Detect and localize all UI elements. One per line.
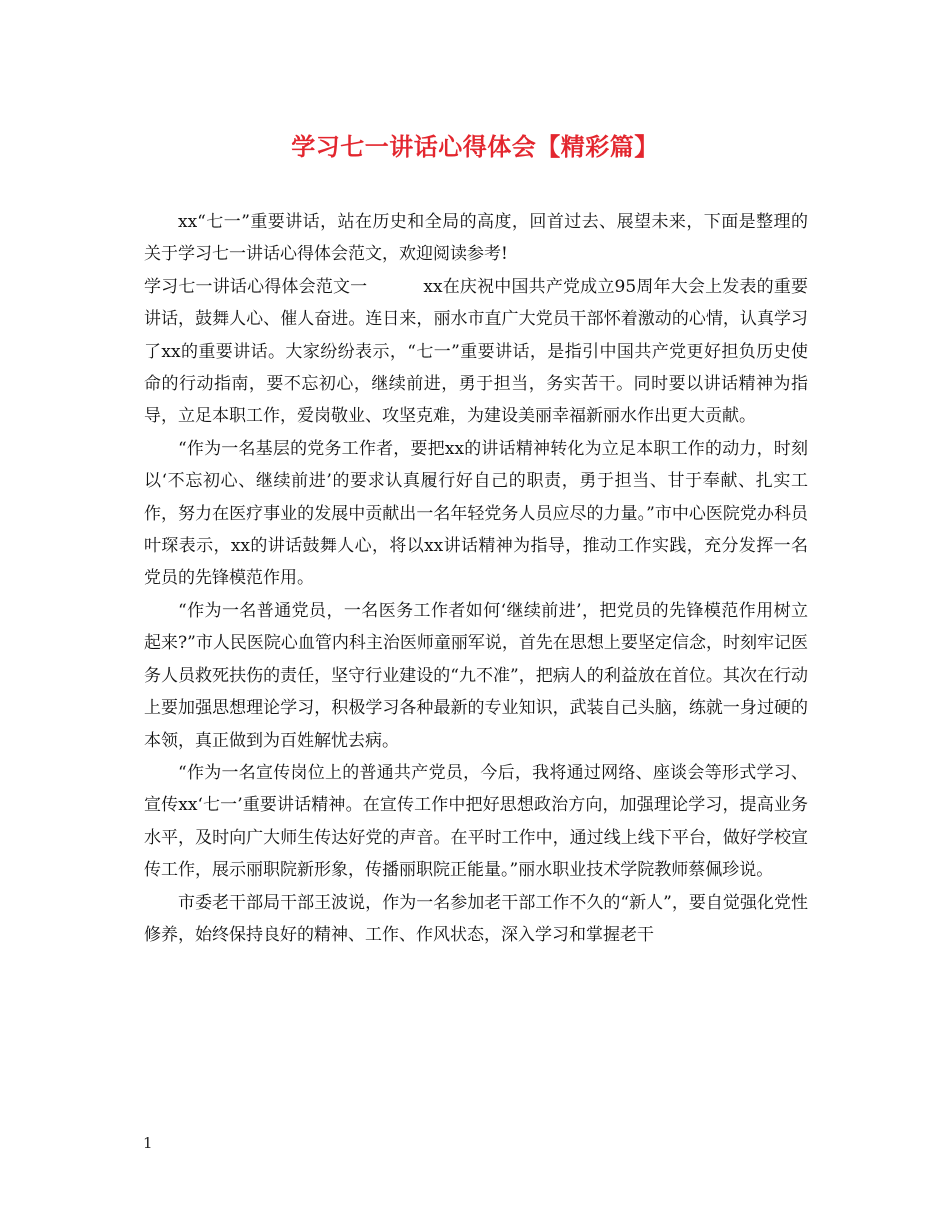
document-title: 学习七一讲话心得体会【精彩篇】 [291,132,659,161]
section-paragraph [144,271,808,433]
section-first-text: xx在庆祝中国共产党成立95周年大会上发表的重要讲话，鼓舞人心、催人奋进。连日来，丽水市直广大党员干部怀着激动的心情，认真学习了xx的重要讲话。大家纷纷表示，“七一”重要讲话，是指引中国共产党更好担负历史使命的行动指南，要不忘初心，继续前进，勇于担当，务实苦干。同时要以讲话精神为指导，立足本职工作，爱岗敬业、攻坚克难，为建设美丽幸福新丽水作出更大贡献。 [144,276,809,427]
body-paragraph-4: 市委老干部局干部王波说，作为一名参加老干部工作不久的“新人”，要自觉强化党性修养，始终保持良好的精神、工作、作风状态，深入学习和掌握老干 [144,892,808,945]
body-paragraph-3: “作为一名宣传岗位上的普通共产党员，今后，我将通过网络、座谈会等形式学习、宣传xx‘七一’重要讲话精神。在宣传工作中把好思想政治方向，加强理论学习，提高业务水平，及时向广大师生传达好党的声音。在平时工作中，通过线上线下平台，做好学校宣传工作，展示丽职院新形象，传播丽职院正能量。”丽水职业技术学院教师蔡佩珍说。 [144,762,808,881]
document-body [144,206,808,951]
page-number: 1 [143,1134,153,1152]
section-heading: 学习七一讲话心得体会范文一 [144,276,368,297]
body-paragraph-1: “作为一名基层的党务工作者，要把xx的讲话精神转化为立足本职工作的动力，时刻以‘不忘初心、继续前进’的要求认真履行好自己的职责，勇于担当、甘于奉献、扎实工作，努力在医疗事业的发展中贡献出一名年轻党务人员应尽的力量。”市中心医院党办科员叶琛表示，xx的讲话鼓舞人心，将以xx讲话精神为指导，推动工作实践，充分发挥一名党员的先锋模范作用。 [144,438,808,589]
body-paragraph-2: “作为一名普通党员，一名医务工作者如何‘继续前进’，把党员的先锋模范作用树立起来?”市人民医院心血管内科主治医师童丽军说，首先在思想上要坚定信念，时刻牢记医务人员救死扶伤的责任，坚守行业建设的“九不准”，把病人的利益放在首位。其次在行动上要加强思想理论学习，积极学习各种最新的专业知识，武装自己头脑，练就一身过硬的本领，真正做到为百姓解忧去病。 [144,600,808,751]
intro-paragraph: xx“七一”重要讲话，站在历史和全局的高度，回首过去、展望未来，下面是整理的关于学习七一讲话心得体会范文，欢迎阅读参考! [144,212,808,265]
